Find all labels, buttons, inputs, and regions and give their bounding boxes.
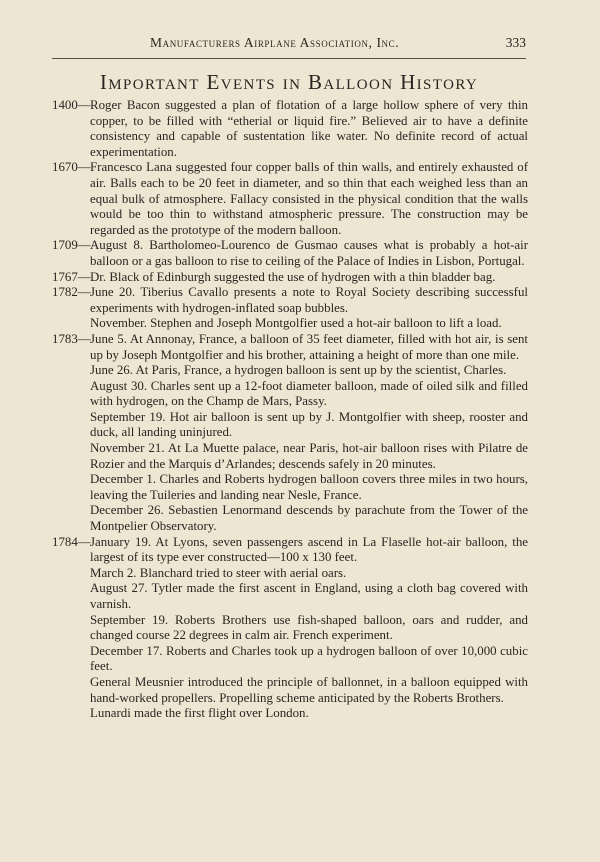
event-year: 1400— bbox=[52, 98, 91, 112]
event-year: 1782— bbox=[52, 285, 91, 300]
publisher-name: Manufacturers Airplane Association, Inc. bbox=[150, 35, 400, 50]
event-text: September 19. Hot air balloon is sent up by J. Montgolfier with sheep, rooster and duck, all landing uninjured. bbox=[90, 409, 528, 440]
event-text: General Meusnier introduced the principle of ballonnet, in a balloon equipped with hand-worked propellers. Propelling scheme anticipated by the Roberts Brothers. bbox=[90, 674, 528, 705]
event-text: March 2. Blanchard tried to steer with aerial oars. bbox=[90, 565, 347, 580]
event-text: December 17. Roberts and Charles took up a hydrogen balloon of over 10,000 cubic feet. bbox=[90, 643, 528, 674]
event-first-line bbox=[52, 98, 528, 160]
event-entry bbox=[52, 98, 528, 160]
event-text: January 19. At Lyons, seven passengers ascend in La Flaselle hot-air balloon, the largest of its type ever constructed—100 x 130 feet. bbox=[90, 534, 528, 565]
event-text: December 26. Sebastien Lenormand descends by parachute from the Tower of the Montpelier Observatory. bbox=[90, 503, 528, 534]
event-first-line bbox=[52, 270, 528, 286]
event-text: Roger Bacon suggested a plan of flotation of a large hollow sphere of very thin copper, to be filled with “etherial or liquid fire.” Believed air to have a definite consistency and capable of sustentation like water. No definite record of actual experimentation. bbox=[90, 98, 528, 159]
event-year: 1670— bbox=[52, 160, 91, 175]
event-year: 1767— bbox=[52, 269, 91, 284]
event-first-line bbox=[52, 285, 528, 316]
event-entry bbox=[52, 285, 528, 332]
event-first-line bbox=[52, 160, 528, 238]
event-first-line bbox=[52, 238, 528, 269]
event-entry bbox=[52, 332, 528, 535]
event-text: September 19. Roberts Brothers use fish-shaped balloon, oars and rudder, and changed course 22 degrees in calm air. French experiment. bbox=[90, 612, 528, 643]
event-text: August 27. Tytler made the first ascent in England, using a cloth bag covered with varnish. bbox=[90, 581, 528, 611]
event-text: December 1. Charles and Roberts hydrogen balloon covers three miles in two hours, leaving the Tuileries and landing near Nesle, France. bbox=[90, 472, 528, 502]
event-text: June 20. Tiberius Cavallo presents a note to Royal Society describing successful experiments with hydrogen-inflated soap bubbles. bbox=[90, 285, 528, 315]
event-first-line bbox=[52, 535, 528, 566]
event-entry bbox=[52, 160, 528, 238]
event-text: August 8. Bartholomeo-Lourenco de Gusmao causes what is probably a hot-air balloon or a gas balloon to rise to ceiling of the Palace of Indies in Lisbon, Portugal. bbox=[90, 238, 528, 268]
event-text: Francesco Lana suggested four copper balls of thin walls, and entirely exhausted of air. Balls each to be 20 feet in diameter, and so thin that each weighed less than an equal bulk of atmosphere. Fallacy consisted in the physical condition that the walls would be too thin to withstand atmospheric pressure. The construction may be regarded as the prototype of the modern balloon. bbox=[90, 160, 528, 237]
page-number: 333 bbox=[505, 35, 526, 50]
event-year: 1783— bbox=[52, 331, 91, 346]
event-year: 1709— bbox=[52, 238, 91, 253]
page-title: Important Events in Balloon History bbox=[99, 70, 479, 94]
event-text: June 26. At Paris, France, a hydrogen balloon is sent up by the scientist, Charles. bbox=[90, 363, 507, 378]
event-text: August 30. Charles sent up a 12-foot diameter balloon, made of oiled silk and filled with hydrogen, on the Champ de Mars, Passy. bbox=[90, 378, 528, 409]
event-year: 1784— bbox=[52, 534, 91, 549]
event-text: November. Stephen and Joseph Montgolfier used a hot-air balloon to lift a load. bbox=[90, 316, 502, 331]
event-entry bbox=[52, 238, 528, 269]
header-rule bbox=[52, 58, 526, 59]
event-first-line bbox=[52, 332, 528, 363]
event-text: Lunardi made the first flight over London. bbox=[90, 706, 309, 721]
event-entry bbox=[52, 270, 528, 286]
running-head bbox=[52, 35, 526, 53]
event-text: June 5. At Annonay, France, a balloon of 35 feet diameter, filled with hot air, is sent up by Joseph Montgolfier and his brother, attaining a height of more than one mile. bbox=[90, 331, 528, 362]
event-text: Dr. Black of Edinburgh suggested the use of hydrogen with a thin bladder bag. bbox=[90, 269, 496, 284]
event-entry bbox=[52, 535, 528, 722]
event-text: November 21. At La Muette palace, near Paris, hot-air balloon rises with Pilatre de Rozier and the Marquis d’Arlandes; descends safely in 20 minutes. bbox=[90, 441, 528, 471]
events-list bbox=[52, 98, 528, 722]
